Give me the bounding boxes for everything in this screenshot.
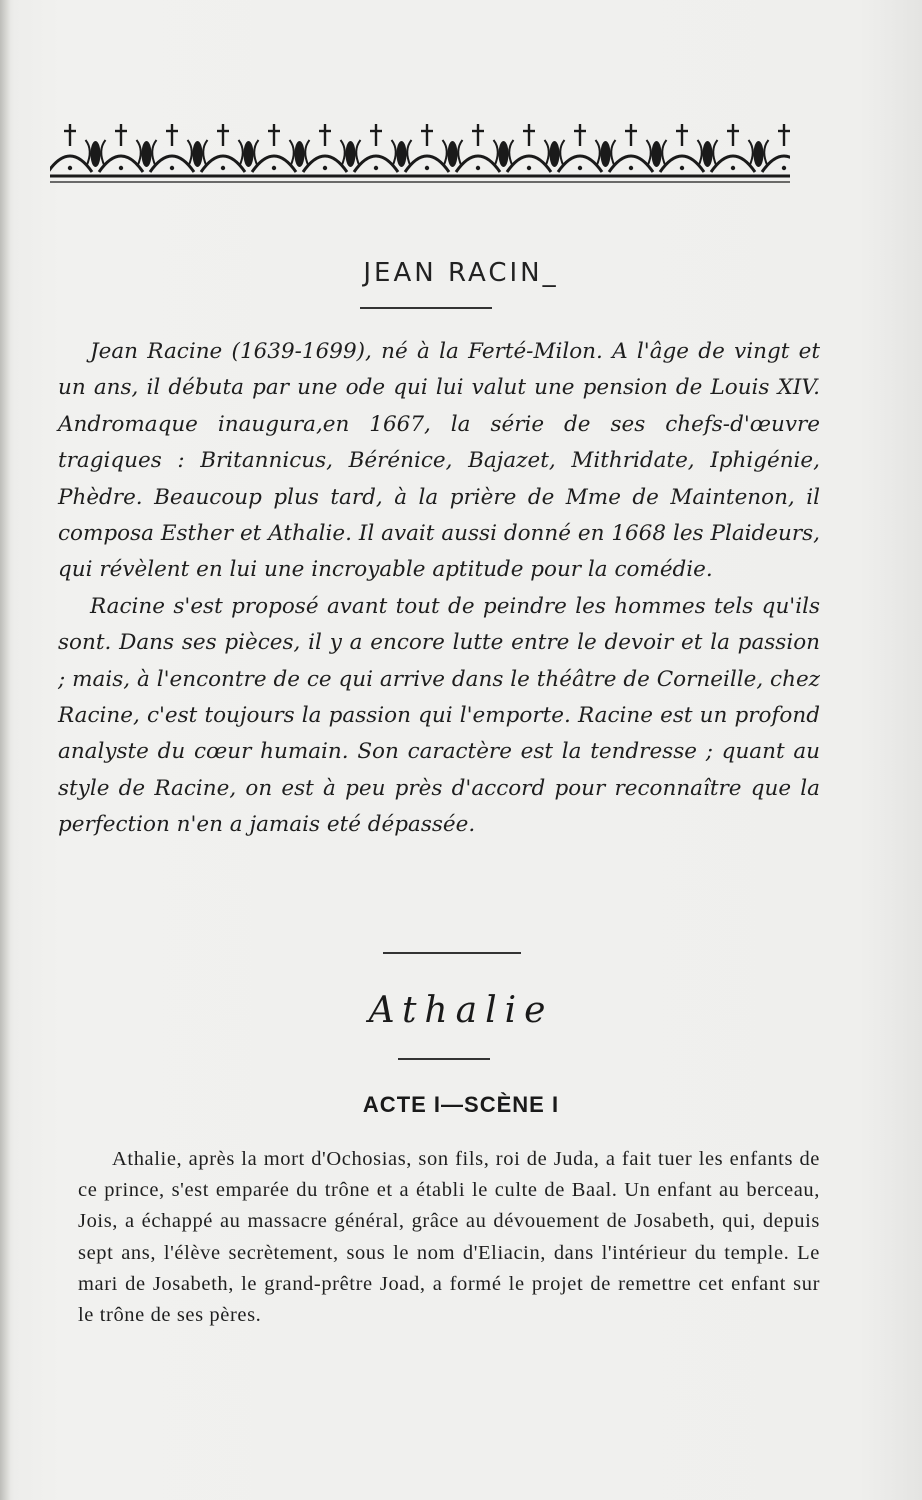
- ornament-motif: [50, 124, 106, 172]
- divider-rule: [360, 307, 492, 309]
- ornament-motif: [660, 124, 718, 172]
- summary-paragraph: Athalie, après la mort d'Ochosias, son fils, roi de Juda, a fait tuer les enfants de ce prince, s'est emparée du trône et a établi le culte de Baal. Un enfant au berceau, Jois, a échappé au massacre général, grâce au dévouement de Josabeth, qui, depuis sept ans, l'élève secrètement, sous le nom d'Eliacin, dans l'intérieur du temple. Le mari de Josabeth, le grand-prêtre Joad, a formé le projet de remettre cet enfant sur le trône de ses pères.: [78, 1148, 820, 1327]
- ornament-motif: [201, 124, 259, 172]
- ornament-motif: [711, 124, 769, 172]
- scene-summary: [78, 1144, 820, 1331]
- biography-section: [58, 334, 820, 844]
- ornament-motif: [354, 124, 412, 172]
- biography-paragraph: Jean Racine (1639-1699), né à la Ferté-Milon. A l'âge de vingt et un ans, il débuta par une ode qui lui valut une pension de Louis XIV. Andromaque inaugura,en 1667, la série de ses chefs-d'œuvre tragiques : Britannicus, Bérénice, Bajazet, Mithridate, Iphigénie, Phèdre. Beaucoup plus tard, à la prière de Mme de Maintenon, il composa Esther et Athalie. Il avait aussi donné en 1668 les Plaideurs, qui révèlent en lui une incroyable aptitude pour la comédie.: [58, 339, 820, 583]
- ornament-motif: [762, 124, 790, 172]
- divider-rule: [398, 1058, 490, 1060]
- ornament-motif: [405, 124, 463, 172]
- decorative-header-ornament-icon: [50, 118, 790, 190]
- biography-paragraph: Racine s'est proposé avant tout de peindre les hommes tels qu'ils sont. Dans ses pièces, il y a encore lutte entre le devoir et la passion ; mais, à l'encontre de ce qui arrive dans le théâtre de Corneille, chez Racine, c'est toujours la passion qui l'emporte. Racine est un profond analyste du cœur humain. Son caractère est la tendresse ; quant au style de Racine, on est à peu près d'accord pour reconnaître que la perfection n'en a jamais eté dépassée.: [58, 593, 820, 838]
- ornament-motif: [252, 124, 310, 172]
- ornament-motif: [558, 124, 616, 172]
- play-title: Athalie: [368, 990, 554, 1031]
- author-heading: JEAN RACIN_: [363, 258, 559, 288]
- divider-rule: [383, 952, 521, 954]
- ornament-motif: [456, 124, 514, 172]
- scene-heading: ACTE I—SCÈNE I: [362, 1092, 560, 1117]
- ornament-motif: [609, 124, 667, 172]
- page-binding-edge: [0, 0, 10, 1500]
- ornament-motif: [303, 124, 361, 172]
- ornament-motif: [507, 124, 565, 172]
- ornament-motif: [99, 124, 157, 172]
- ornament-motif: [150, 124, 208, 172]
